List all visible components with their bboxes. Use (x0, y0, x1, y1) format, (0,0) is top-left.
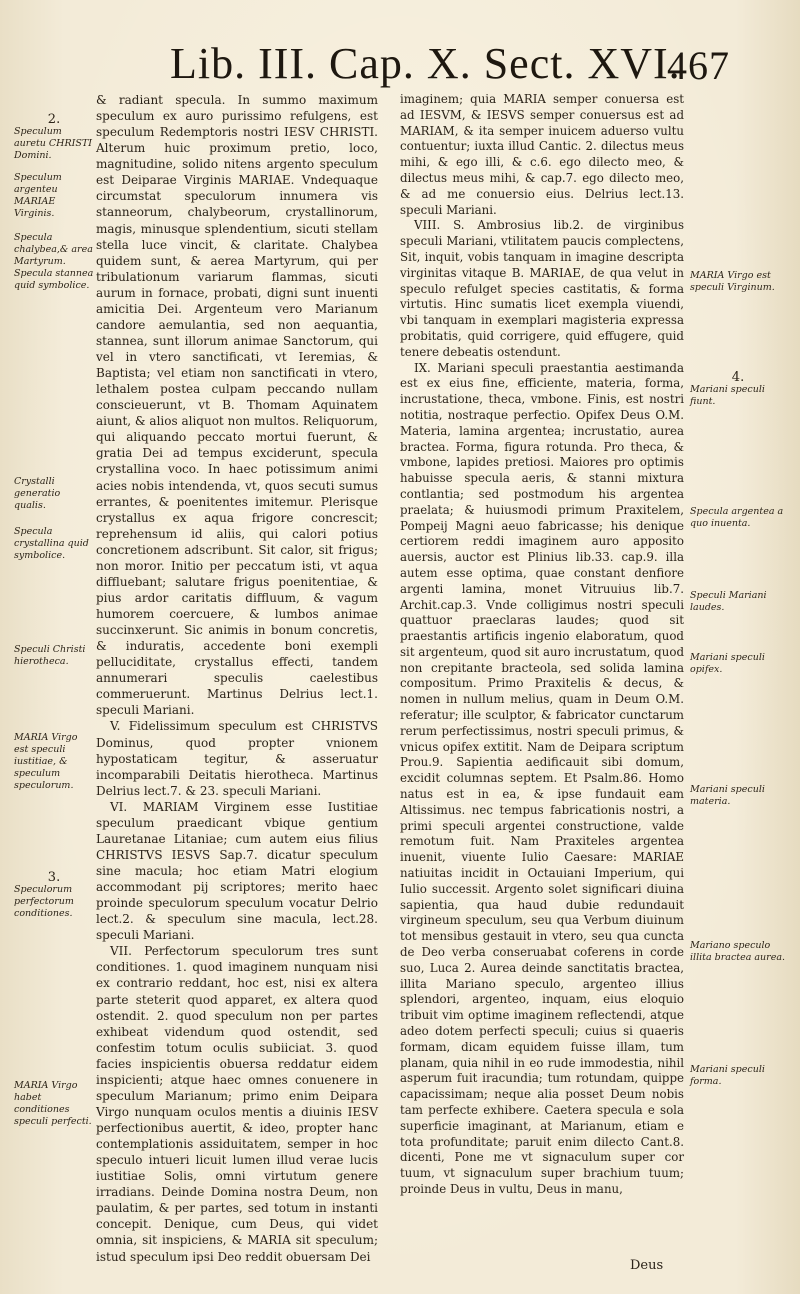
margin-note: Specula chalybea,& area Martyrum. Specula stannea quid symbolice. (14, 232, 94, 291)
paragraph: & radiant specula. In summo maximum speculum ex auro purissimo refulgens, est speculum Redemptoris nostri IESV CHRISTI. Alterum huic proximum pretio, loco, magnitudine, solido nitens argento speculum est Deiparae Virginis MARIAE. Vndequaque circumstat speculorum innumera vis stanneorum, chalybeorum, crystallinorum, magis, minusque splendentium, sicuti stellam stella luce vincit, & claritate. Chalybea quidem sunt, & aerea Martyrum, qui per tribulationum variarum flammas, sicuti aurum in fornace, probati, digni sunt inuenti amicitia Dei. Argenteum vero Marianum candore aemulantia, sed non aequantia, stannea, sunt illorum animae Sanctorum, qui vel in vtero sanctificati, vt Ieremias, & Baptista; vel etiam non sanctificati in vtero, lethalem postea culpam peccando nullam conscieuerunt, vt B. Thomam Aquinatem aiunt, & alios aliquot non multos. Reliquorum, qui aliquando peccato mortui fuerunt, & gratia Dei ad tempus exciderunt, specula crystallina voco. In haec potissimum animi acies nobis intendenda, vt, quos secuti sumus errantes, & poenitentes imitemur. Plerisque crystallus ex aqua frigore concrescit; reprehensum id aliis, qui calori potius concretionem adscribunt. Sit calor, sit frigus; non moror. Initio per peccatum isti, vt aqua diffluebant; salutare frigus poenitentiae, & pius ardor caritatis diffluum, & vagum humorem coercuere, & lumbos animae succinxerunt. Sic animis in bonum concretis, & induratis, accedente boni exempli pelluciditate, crystallus effecti, tandem annumerari speculis caelestibus commeruerunt. Martinus Delrius lect.1. speculi Mariani. (96, 93, 378, 718)
margin-note: Crystalli generatio qualis. (14, 476, 61, 511)
margin-note: Mariani speculi forma. (690, 1064, 765, 1087)
margin-note: MARIA Virgo est speculi iustitiae, & speculum speculorum. (14, 732, 78, 791)
margin-note: Specula argentea a quo inuenta. (690, 506, 784, 529)
left-text-column (96, 92, 378, 1265)
margin-note: 4. Mariani speculi fiunt. (690, 370, 765, 407)
margin-note: Mariano speculo illita bractea aurea. (690, 940, 786, 963)
margin-note: Mariani speculi opifex. (690, 652, 765, 675)
margin-note: Mariani speculi materia. (690, 784, 765, 807)
paragraph: imaginem; quia MARIA semper conuersa est ad IESVM, & IESVS semper conuersus est ad MARIAM, & ita semper inuicem aduerso vultu contuentur; iuxta illud Cantic. 2. dilectus meus mihi, & ego illi, & c.6. ego dilecto meo, & dilectus meus mihi, & cap.7. ego dilecto meo, & ad me conuersio eius. Delrius lect.13. speculi Mariani. (400, 92, 684, 217)
margin-note: Specula crystallina quid symbolice. (14, 526, 89, 561)
paragraph: VII. Perfectorum speculorum tres sunt conditiones. 1. quod imaginem nunquam nisi ex contrario reddant, hoc est, nisi ex altera parte steterit quod apparet, ex altera quod ostendit. 2. quod speculum non per partes exhibeat videndum quod ostendit, sed confestim totum oculis subiiciat. 3. quod facies inspicientis obuersa reddatur eidem inspicienti; atque haec omnes conuenere in speculum Marianum; primo enim Deipara Virgo nunquam oculos mentis a diuinis IESV perfectionibus auertit, & ideo, propter hanc contemplationis assiduitatem, semper in hoc speculo intueri licuit lumen illud verae lucis iustitiae Solis, omni virtutum genere irradians. Deinde Domina nostra Deum, non paulatim, & per partes, sed totum in instanti concepit. Denique, cum Deus, qui videt omnia, sit inspiciens, & MARIA sit speculum; istud speculum ipsi Deo reddit obuersam Dei (96, 944, 378, 1264)
margin-note: MARIA Virgo habet conditiones speculi perfecti. (14, 1080, 92, 1127)
right-text-column (400, 92, 684, 1198)
running-header (170, 34, 730, 94)
margin-note: MARIA Virgo est speculi Virginum. (690, 270, 775, 293)
margin-note: Speculum argenteu MARIAE Virginis. (14, 172, 62, 219)
paragraph: VI. MARIAM Virginem esse Iustitiae speculum praedicant vbique gentium Lauretanae Litaniae; cum autem eius filius CHRISTVS IESVS Sap.7. dicatur speculum sine macula; hoc etiam Matri elogium accommodant pij scriptores; merito haec proinde speculorum speculum vocatur Delrio lect.2. & speculum sine macula, lect.28. speculi Mariani. (96, 799, 378, 943)
paragraph: IX. Mariani speculi praestantia aestimanda est ex eius fine, efficiente, materia, forma, incrustatione, theca, vmbone. Finis, est nostri notitia, nostraque perfectio. Opifex Deus O.M. Materia, lamina argentea; incrustatio, aurea bractea. Forma, figura rotunda. Pro theca, & vmbone, lapides pretiosi. Maiores pro optimis habuisse specula aeris, & stanni mixtura contlantia; sed postmodum his argentea praelata; & huiusmodi primum Praxitelem, Pompeij Magni aeuo fabricasse; his denique certiorem reddi imaginem auro apposito auersis, auctor est Plinius lib.33. cap.9. illa autem esse optima, quae constant denfiore argenti lamina, monet Vitruuius lib.7. Archit.cap.3. Vnde colligimus nostri speculi quattuor praeclaras laudes; quod sit praestantis artificis ingenio elaboratum, quod sit argenteum, quod sit auro incrustatum, quod non crepitante bracteola, sed solida lamina compositum. Primo Praxitelis & decus, & nomen in nullum melius, quam in Deum O.M. referatur; ille sculptor, & fabricator cunctarum rerum perfectissimus, nostri speculi primus, & vnicus opifex extitit. Nam de Deipara scriptum Prou.9. Sapientia aedificauit sibi domum, excidit columnas septem. Et Psalm.86. Homo natus est in ea, & ipse fundauit eam Altissimus. nec tempus fabricationis nostri, a primi speculi argentei constructione, valde remotum fuit. Nam Praxiteles argentea inuenit, viuente Iulio Caesare: MARIAE natiuitas incidit in Octauiani Imperium, qui Iulio successit. Argento solet significari diuina sapientia, qua haud dubie redundauit virgineum speculum, seu qua Verbum diuinum tot mensibus gestauit in vtero, seu qua cuncta de Deo verba conseruabat coferens in corde suo, Luca 2. Aurea deinde sanctitatis bractea, illita Mariano speculo, argenteo illius splendori, argenteo, inquam, eius eloquio tribuit vim optime imaginem reflectendi, atque adeo dotem perfecti speculi; cuius si quaeris formam, dicam equidem fuisse illam, tum planam, quia nihil in eo rude immodestia, nihil asperum fuit iracundia; tum rotundam, quippe capacissimam; neque alia posset Deum nobis tam perfecte exhibere. Caetera specula e sola superficie imaginant, at Marianum, etiam e tota profunditate; paruit enim dilecto Cant.8. dicenti, Pone me vt signaculum super cor tuum, vt signaculum super brachium tuum; proinde Deus in vultu, Deus in manu, (400, 360, 684, 1196)
paragraph: V. Fidelissimum speculum est CHRISTVS Dominus, quod propter vnionem hypostaticam tegitur, & asseruatur incomparabili Deitatis hierotheca. Martinus Delrius lect.7. & 23. speculi Mariani. (96, 719, 378, 798)
margin-note: Speculi Mariani laudes. (690, 590, 767, 613)
margin-note: 2. Speculum auretu CHRISTI Domini. (14, 112, 92, 161)
catchword: Deus (630, 1258, 664, 1273)
margin-note: Speculi Christi hierotheca. (14, 644, 86, 667)
page-number: 467 (667, 43, 730, 88)
paragraph: VIII. S. Ambrosius lib.2. de virginibus speculi Mariani, vtilitatem paucis complectens, Sit, inquit, vobis tanquam in imagine descripta virginitas vitaque B. MARIAE, de qua velut in speculo refulget species castitatis, & forma virtutis. Hinc sumatis licet exempla viuendi, vbi tanquam in exemplari magisteria expressa probitatis, quid corrigere, quid effugere, quid tenere debeatis ostendunt. (400, 218, 684, 359)
margin-note: 3. Speculorum perfectorum conditiones. (14, 870, 74, 919)
running-title: Lib. III. Cap. X. Sect. XVI. (170, 39, 681, 88)
